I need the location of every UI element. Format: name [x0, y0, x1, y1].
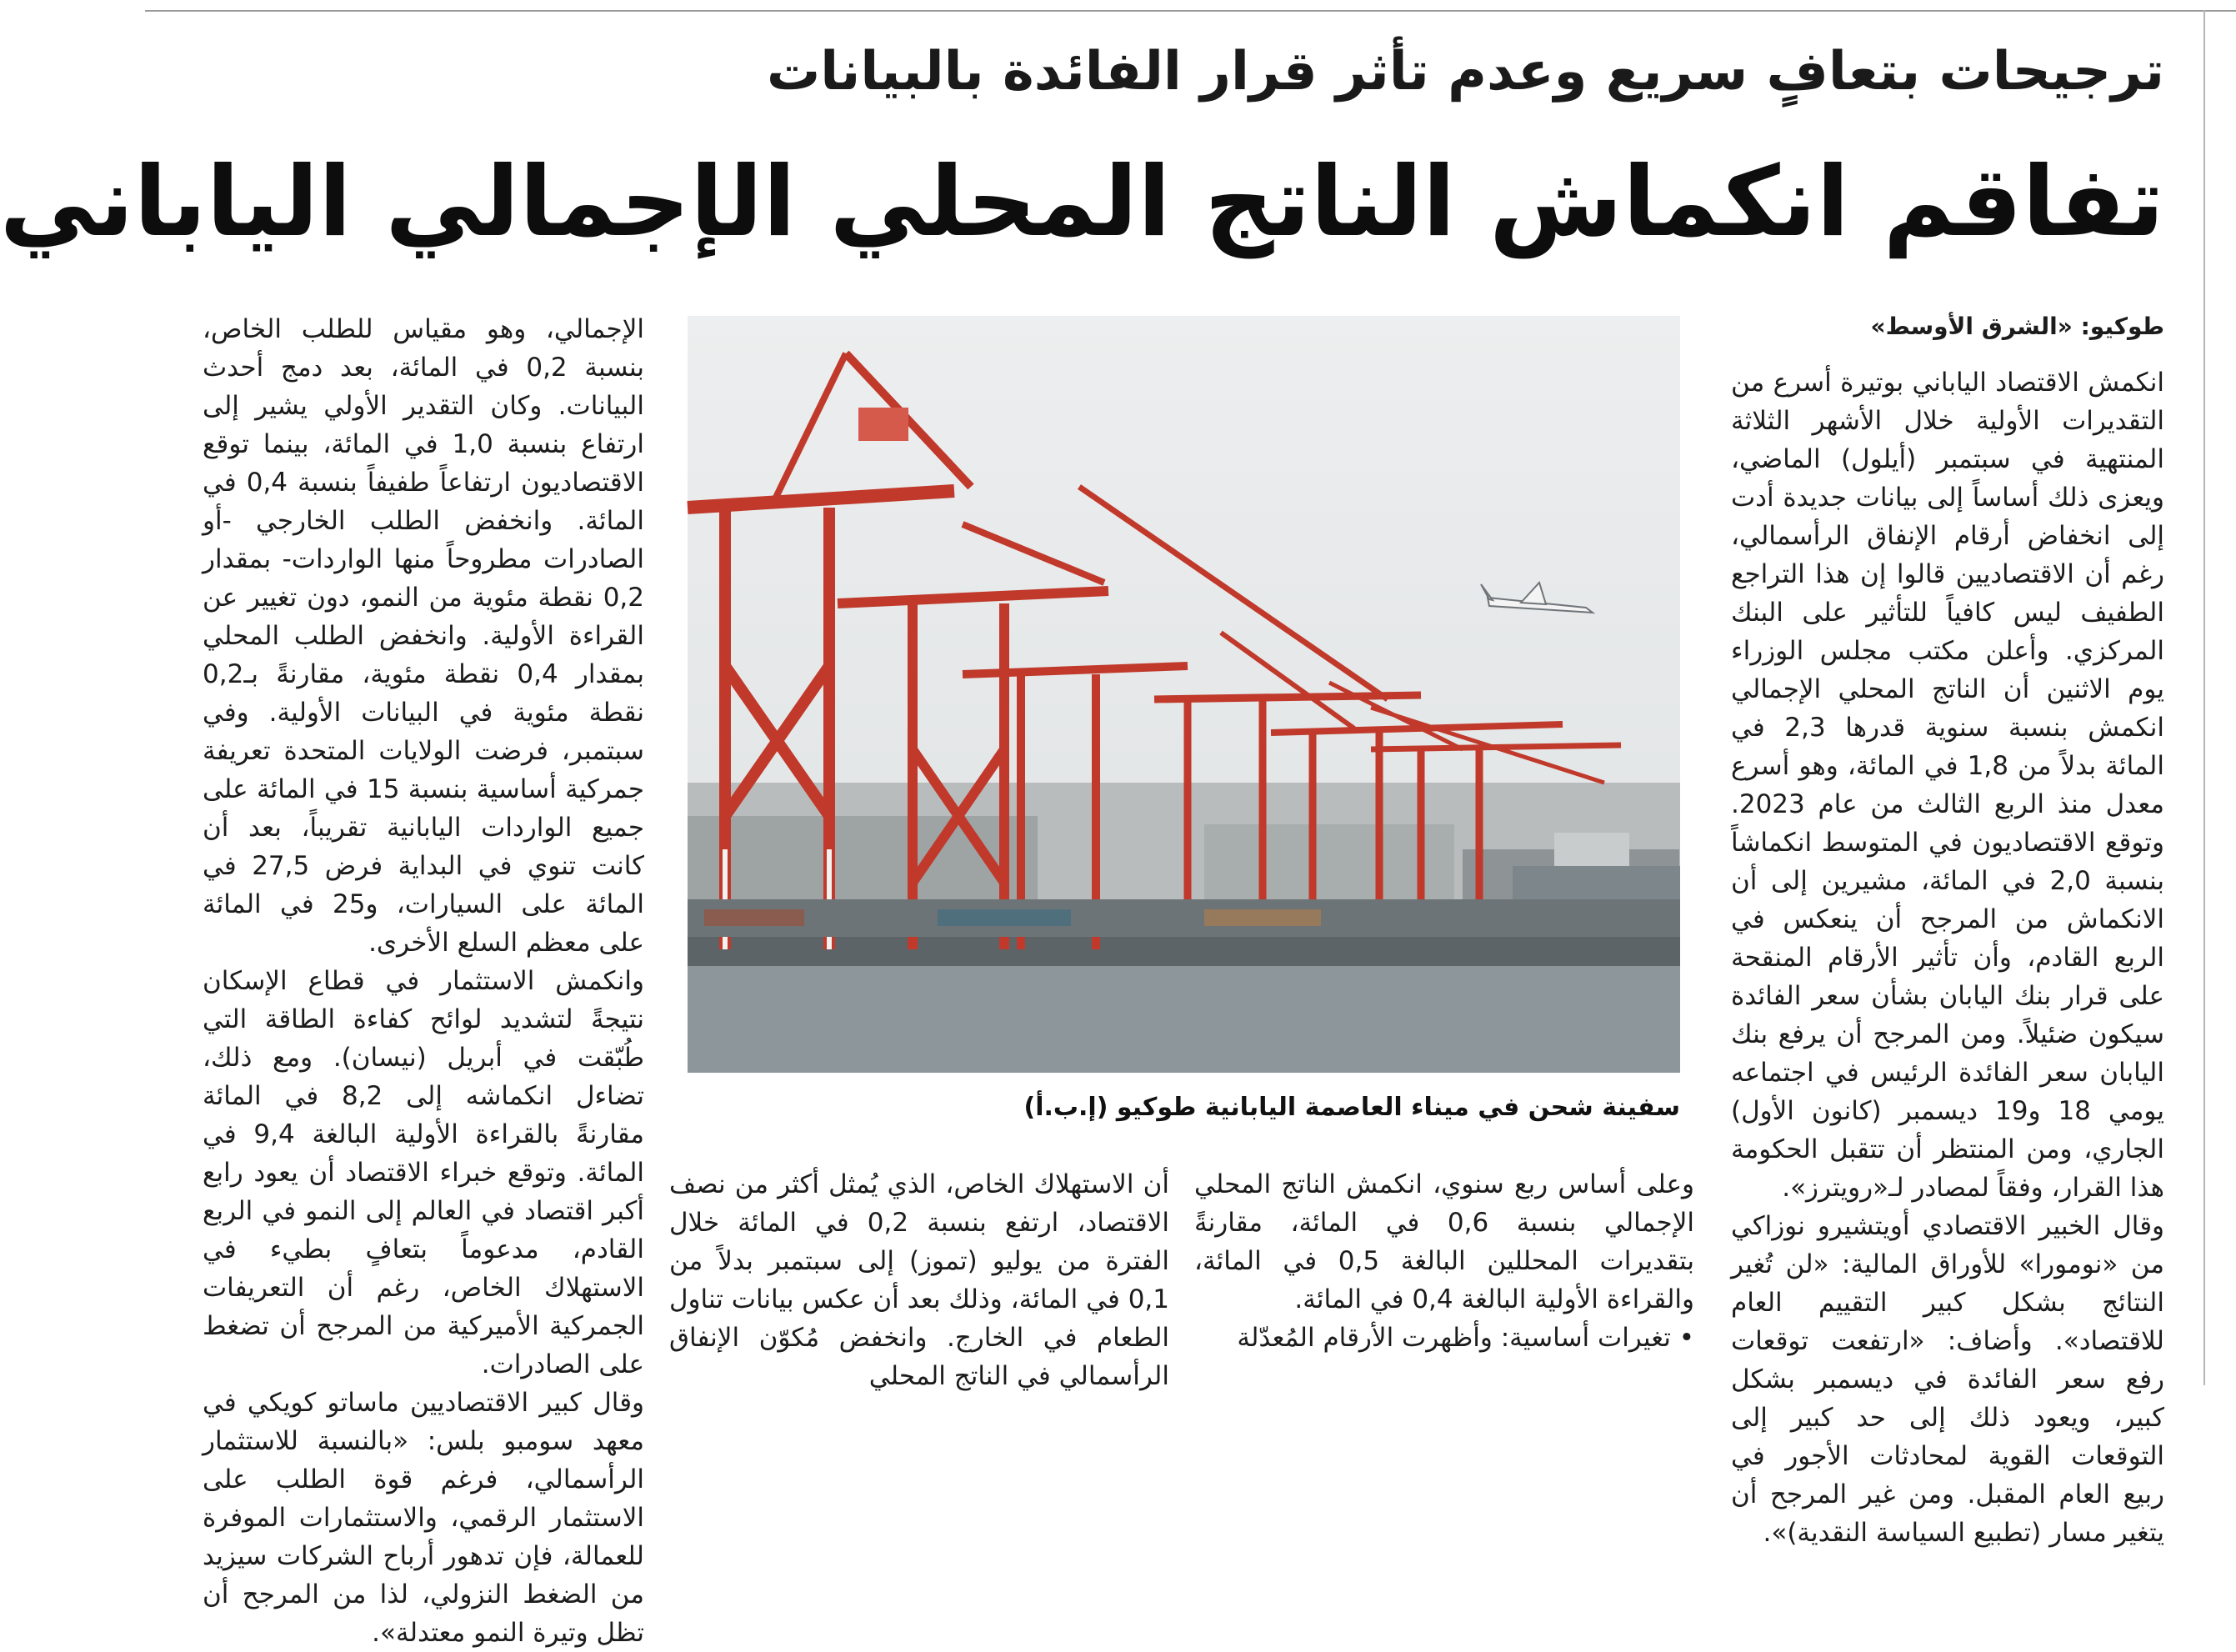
paragraph: وقال كبير الاقتصاديين ماساتو كويكي في معهد سومبو بلس: «بالنسبة للاستثمار الرأسمالي، فرغم قوة الطلب على الاستثمار الرقمي، والاستثمارات الموفرة للعمالة، فإن تدهور أرباح الشركات سيزيد من الضغط النزولي، لذا من المرجح أن تظل وتيرة النمو معتدلة». [203, 1388, 644, 1648]
port-cranes-image [688, 316, 1680, 1073]
paragraph: وعلى أساس ربع سنوي، انكمش الناتج المحلي الإجمالي بنسبة 0,6 في المائة، مقارنةً بتقديرات المحللين البالغة 0,5 في المائة، والقراءة الأولية البالغة 0,4 في المائة. [1194, 1169, 1695, 1314]
top-rule [145, 10, 2236, 12]
article-kicker: ترجيحات بتعافٍ سريع وعدم تأثر قرار الفائدة بالبيانات [766, 41, 2164, 103]
paragraph: وقال الخبير الاقتصادي أويتشيرو نوزاكي من «نومورا» للأوراق المالية: «لن تُغير النتائج بشكل كبير التقييم العام للاقتصاد». وأضاف: «ارتفعت توقعات رفع سعر الفائدة في ديسمبر بشكل كبير، ويعود ذلك إلى حد كبير إلى التوقعات القوية لمحادثات الأجور في ربيع العام المقبل. ومن غير المرجح أن يتغير مسار (تطبيع السياسة النقدية)». [1731, 1211, 2164, 1548]
article-column-3 [669, 1165, 1169, 1391]
article-headline: تفاقم انكماش الناتج المحلي الإجمالي الياباني [0, 146, 2164, 258]
paragraph: وانكمش الاستثمار في قطاع الإسكان نتيجةً لتشديد لوائح كفاءة الطاقة التي طُبّقت في أبريل (نيسان). ومع ذلك، تضاءل انكماشه إلى 8,2 في المائة مقارنةً بالقراءة الأولية البالغة 9,4 في المائة. وتوقع خبراء الاقتصاد أن يعود رابع أكبر اقتصاد في العالم إلى النمو في الربع القادم، مدعوماً بتعافٍ بطيء في الاستهلاك الخاص، رغم أن التعريفات الجمركية الأميركية من المرجح أن تضغط على الصادرات. [203, 966, 644, 1379]
article-column-4 [203, 310, 645, 1648]
page-edge-rule [2203, 10, 2205, 1385]
photo-caption: سفينة شحن في ميناء العاصمة اليابانية طوكيو (إ.ب.أ) [1023, 1093, 1680, 1122]
article-column-1 [1731, 310, 2165, 1548]
paragraph: الإجمالي، وهو مقياس للطلب الخاص، بنسبة 0,2 في المائة، بعد دمج أحدث البيانات. وكان التقدير الأولي يشير إلى ارتفاع بنسبة 1,0 في المائة، بينما توقع الاقتصاديون ارتفاعاً طفيفاً بنسبة 0,4 في المائة. وانخفض الطلب الخارجي -أو الصادرات مطروحاً منها الواردات- بمقدار 0,2 نقطة مئوية من النمو، دون تغيير عن القراءة الأولية. وانخفض الطلب المحلي بمقدار 0,4 نقطة مئوية، مقارنةً بـ0,2 نقطة مئوية في البيانات الأولية. وفي سبتمبر، فرضت الولايات المتحدة تعريفة جمركية أساسية بنسبة 15 في المائة على جميع الواردات اليابانية تقريباً، بعد أن كانت تنوي في البداية فرض 27,5 في المائة على السيارات، و25 في المائة على معظم السلع الأخرى. [203, 314, 645, 958]
byline: طوكيو: «الشرق الأوسط» [1870, 313, 2164, 340]
article-photo [688, 316, 1680, 1073]
article-column-2 [1194, 1165, 1694, 1382]
paragraph: انكمش الاقتصاد الياباني بوتيرة أسرع من التقديرات الأولية خلال الأشهر الثلاثة المنتهية في سبتمبر (أيلول) الماضي، ويعزى ذلك أساساً إلى بيانات جديدة أدت إلى انخفاض أرقام الإنفاق الرأسمالي، رغم أن الاقتصاديين قالوا إن هذا التراجع الطفيف ليس كافياً للتأثير على البنك المركزي. وأعلن مكتب مجلس الوزراء يوم الاثنين أن الناتج المحلي الإجمالي انكمش بنسبة سنوية قدرها 2,3 في المائة بدلاً من 1,8 في المائة، وهو أسرع معدل منذ الربع الثالث من عام 2023. وتوقع الاقتصاديون في المتوسط انكماشاً بنسبة 2,0 في المائة، مشيرين إلى أن الانكماش من المرجح أن ينعكس في الربع القادم، وأن تأثير الأرقام المنقحة على قرار بنك اليابان بشأن سعر الفائدة سيكون ضئيلاً. ومن المرجح أن يرفع بنك اليابان سعر الفائدة الرئيس في اجتماعه يومي 18 و19 ديسمبر (كانون الأول) الجاري، ومن المنتظر أن تتقبل الحكومة هذا القرار، وفقاً لمصادر لـ«رويترز». [1731, 368, 2165, 1203]
subheading-paragraph: • تغيرات أساسية: وأظهرت الأرقام المُعدّلة [1237, 1323, 1694, 1353]
paragraph: أن الاستهلاك الخاص، الذي يُمثل أكثر من نصف الاقتصاد، ارتفع بنسبة 0,2 في المائة خلال الفترة من يوليو (تموز) إلى سبتمبر بدلاً من 0,1 في المائة، وذلك بعد أن عكس بيانات تناول الطعام في الخارج. وانخفض مُكوّن الإنفاق الرأسمالي في الناتج المحلي [669, 1169, 1169, 1391]
